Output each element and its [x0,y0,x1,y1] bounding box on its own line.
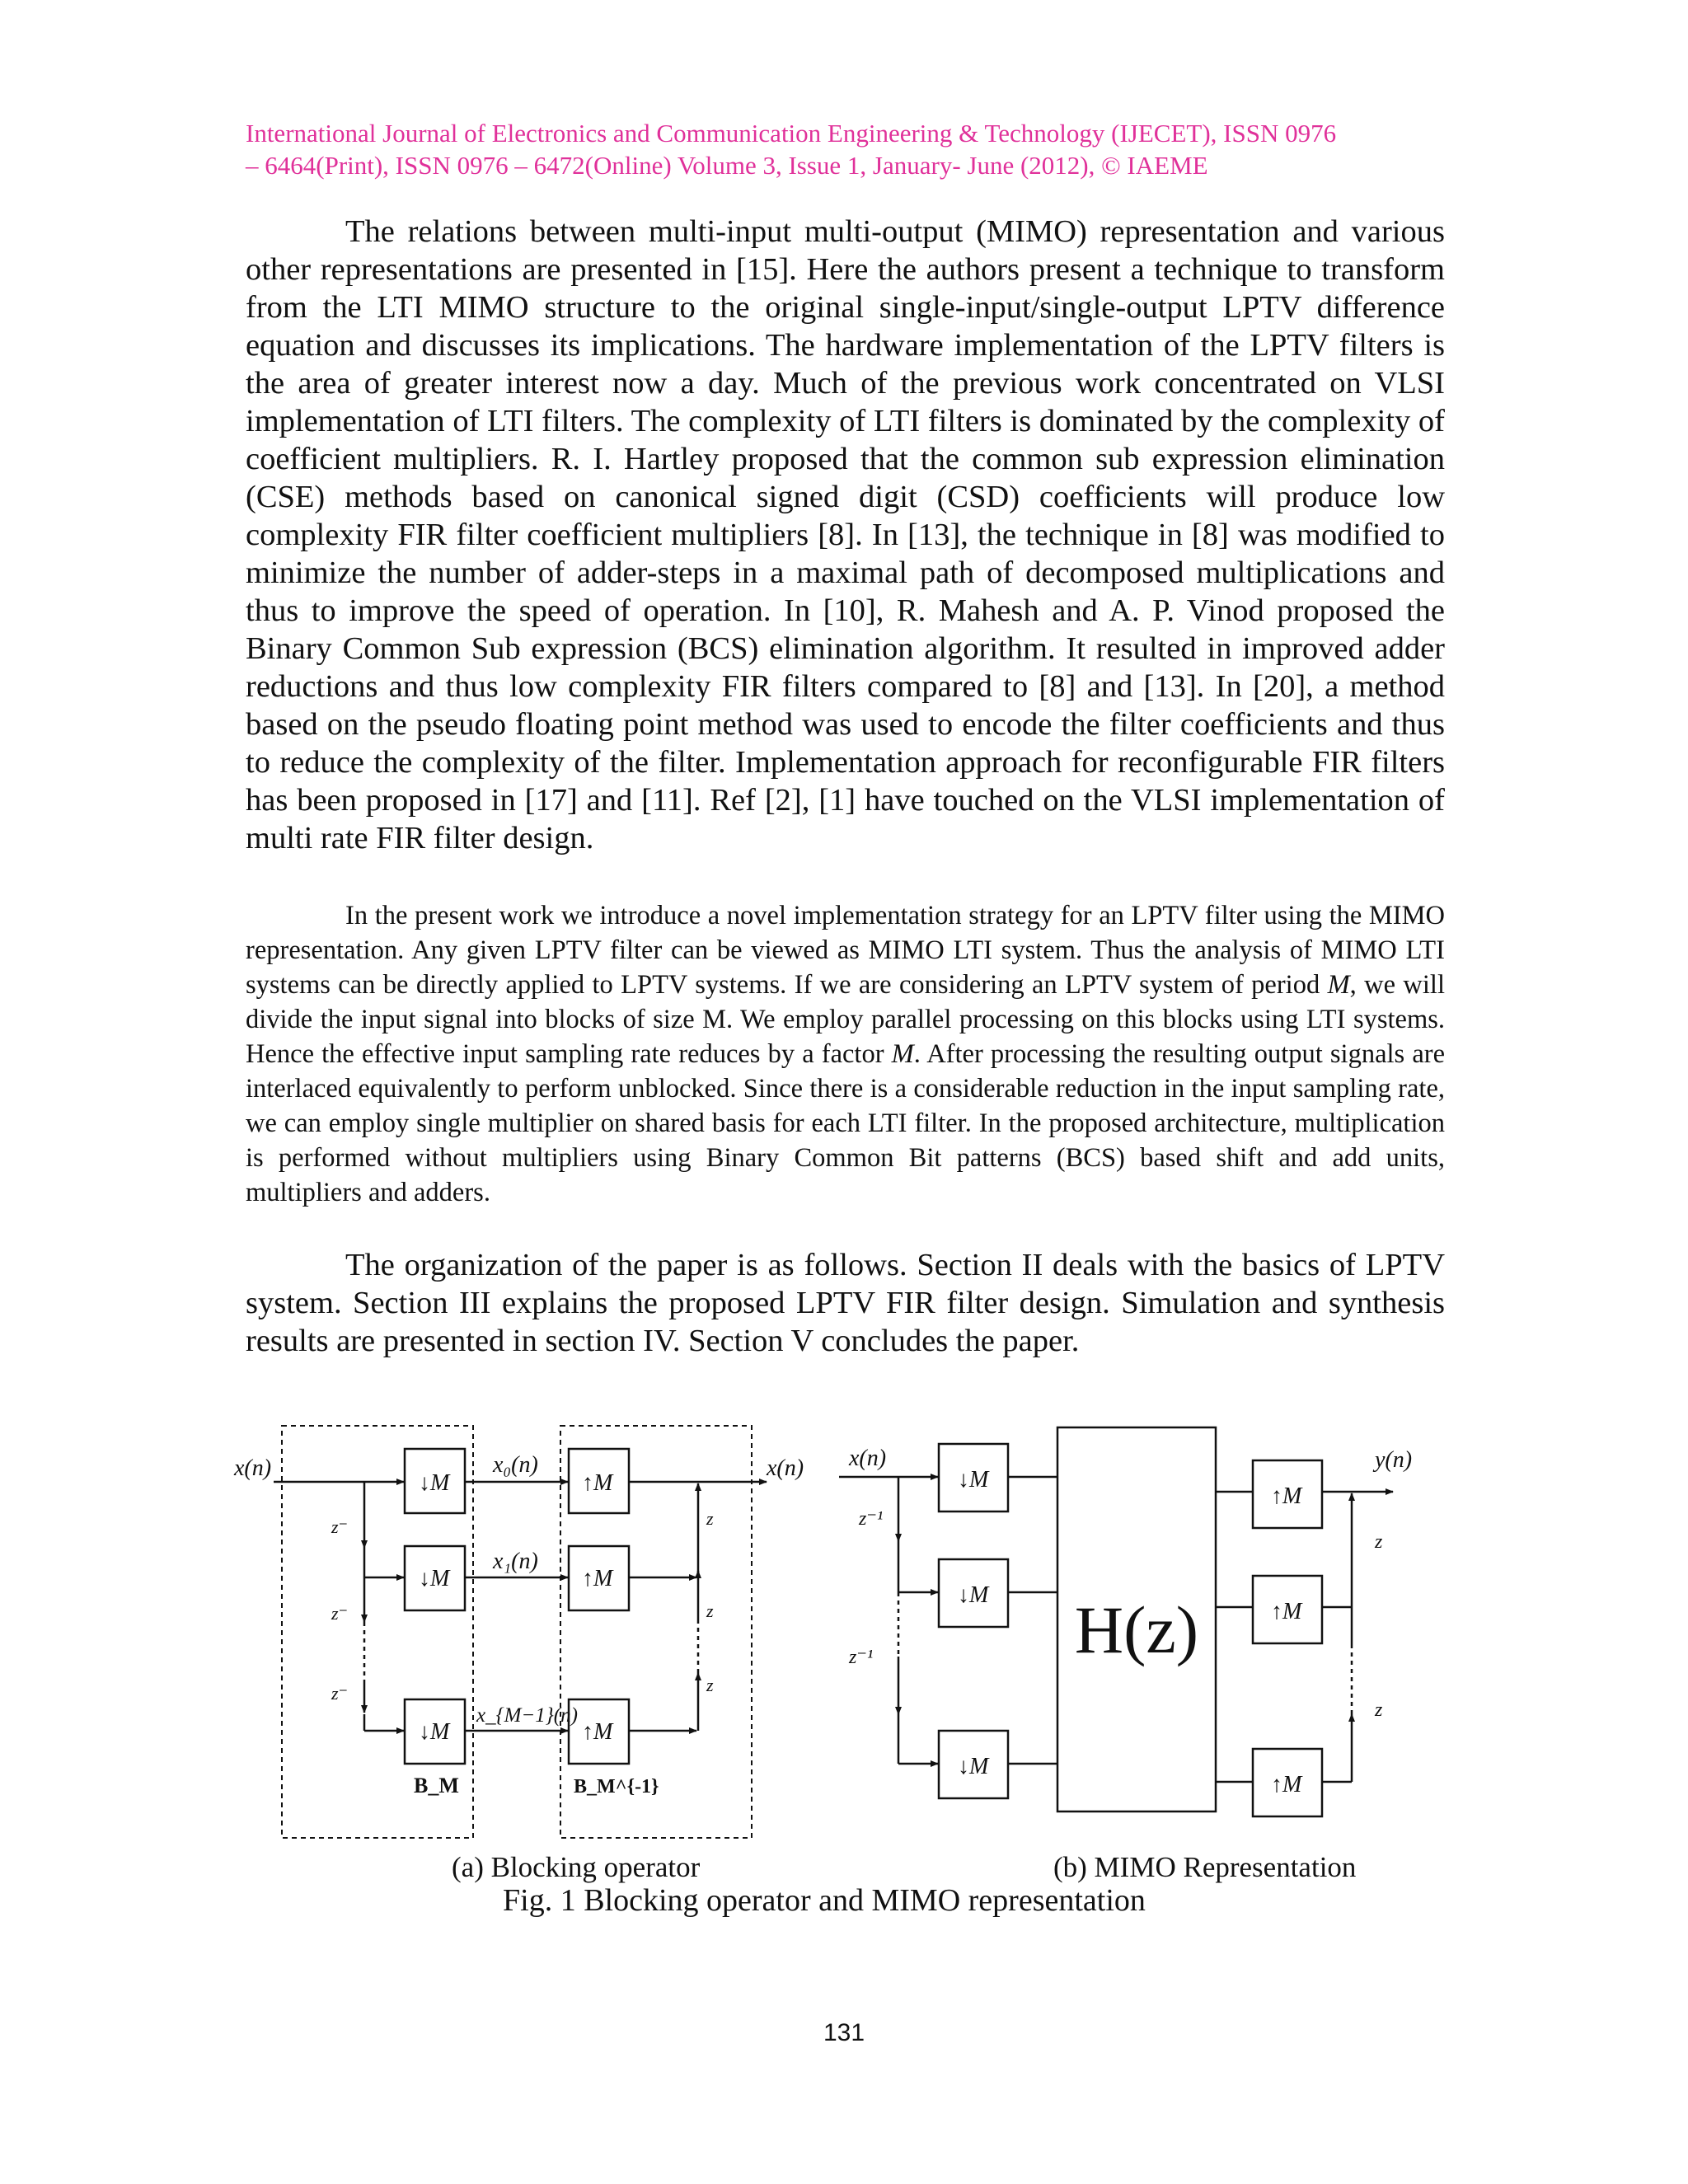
b-up-1: ↑M [1271,1599,1302,1624]
a-x1-label: x₁(n) [493,1549,538,1574]
paragraph-organization: The organization of the paper is as follows. Section II deals with the basics of LPTV system. Section III explains the proposed LPTV FIR filter design. Simulation and synthesis results are presented in section IV. Section V concludes the paper. [246,1248,1445,1358]
b-down-1: ↓M [958,1582,989,1608]
b-up-0: ↑M [1271,1483,1302,1509]
a-advance-2: z [706,1601,714,1621]
page-number: 131 [823,2019,865,2046]
panel-b-labels [848,1446,1412,1797]
journal-header [246,117,1445,181]
a-block-label: B_M [414,1774,459,1797]
paragraph-related-work: The relations between multi-input multi-output (MIMO) representation and various other representations are presented in [15]. Here the authors present a technique to transform from the LTI MIMO structure to the original single-input/single-output LPTV difference equation and discusses its implications. The hardware implementation of the LPTV filters is the area of greater interest now a day. Much of the previous work concentrated on VLSI implementation of LTI filters. The complexity of LTI filters is dominated by the complexity of coefficient multipliers. R. I. Hartley proposed that the common sub expression elimination (CSE) methods based on canonical signed digit (CSD) coefficients will produce low complexity FIR filter coefficient multipliers [8]. In [13], the technique in [8] was modified to minimize the number of adder-steps in a maximal path of decomposed multiplications and thus to improve the speed of operation. In [10], R. Mahesh and A. P. Vinod proposed the Binary Common Sub expression (BCS) elimination algorithm. It resulted in improved adder reductions and thus low complexity FIR filters compared to [8] and [13]. In [20], a method based on the pseudo floating point method was used to encode the filter coefficients and thus to reduce the complexity of the filter. Implementation approach for reconfigurable FIR filters has been proposed in [17] and [11]. Ref [2], [1] have touched on the VLSI implementation of multi rate FIR filter design. [246,214,1445,855]
b-delay-1: z⁻¹ [859,1508,884,1530]
panel-a-blocking-operator [274,1426,767,1838]
b-output-label: y(n) [1375,1447,1413,1473]
a-x0-label: x₀(n) [493,1452,538,1478]
a-inverse-label: B_M^{-1} [574,1776,659,1797]
p2-text-1: In the present work we introduce a novel implementation strategy for an LPTV filter using the MIMO representation. Any given LPTV filter can be viewed as MIMO LTI system. Thus the analysis of MIMO LTI systems can be directly applied to LPTV systems. If we are considering an LPTV system of period [246,901,1445,1000]
figure-1 [231,1401,1467,1846]
a-advance-3: z [706,1675,714,1695]
header-line-1: International Journal of Electronics and Communication Engineering & Technology (IJECET), ISSN 0976 [246,119,1337,148]
a-up-1: ↑M [582,1566,613,1591]
p2-var-m-2: M [891,1039,914,1069]
b-advance-2: z [1375,1699,1383,1721]
a-down-0: ↓M [419,1470,450,1496]
b-down-0: ↓M [958,1467,989,1493]
p2-text-3: . After processing the resulting output signals are interlaced equivalently to perform unblocked. Since there is a considerable reduction in the input sampling rate, we can employ single multiplier on shared basis for each LTI filter. In the proposed architecture, multiplication is performed without multipliers using Binary Common Bit patterns (BCS) based shift and add units, multipliers and adders. [246,1039,1445,1207]
a-down-m1: ↓M [419,1719,450,1745]
a-output-label: x(n) [767,1455,804,1481]
p2-var-m: M [1327,970,1350,1000]
a-delay-3: z⁻ [331,1683,349,1704]
a-input-label: x(n) [234,1455,272,1481]
a-delay-1: z⁻ [331,1516,349,1537]
caption-panel-b: (b) MIMO Representation [1053,1851,1357,1883]
h-z-label: H(z) [1074,1592,1199,1667]
p2-text-2: , we will divide the input signal into blocks of size M. We employ parallel processing on this blocks using LTI systems. Hence the effective input sampling rate reduces by a factor [246,970,1445,1069]
header-line-2: – 6464(Print), ISSN 0976 – 6472(Online) Volume 3, Issue 1, January- June (2012), © IAEME [246,151,1208,180]
b-down-m1: ↓M [958,1754,989,1779]
a-down-1: ↓M [419,1566,450,1591]
a-up-0: ↑M [582,1470,613,1496]
paragraph-present-work [246,898,1445,1210]
a-up-m1: ↑M [582,1719,613,1745]
a-xm1-label: x_{M−1}(n) [476,1704,578,1727]
b-up-m1: ↑M [1271,1772,1302,1797]
a-advance-1: z [706,1508,714,1529]
caption-panel-a: (a) Blocking operator [452,1851,701,1883]
figure-title: Fig. 1 Blocking operator and MIMO representation [503,1883,1146,1918]
b-advance-1: z [1375,1531,1383,1553]
b-input-label: x(n) [849,1446,887,1471]
a-delay-2: z⁻ [331,1603,349,1624]
panel-a-labels [233,1452,804,1797]
b-delay-2: z⁻¹ [849,1647,874,1668]
